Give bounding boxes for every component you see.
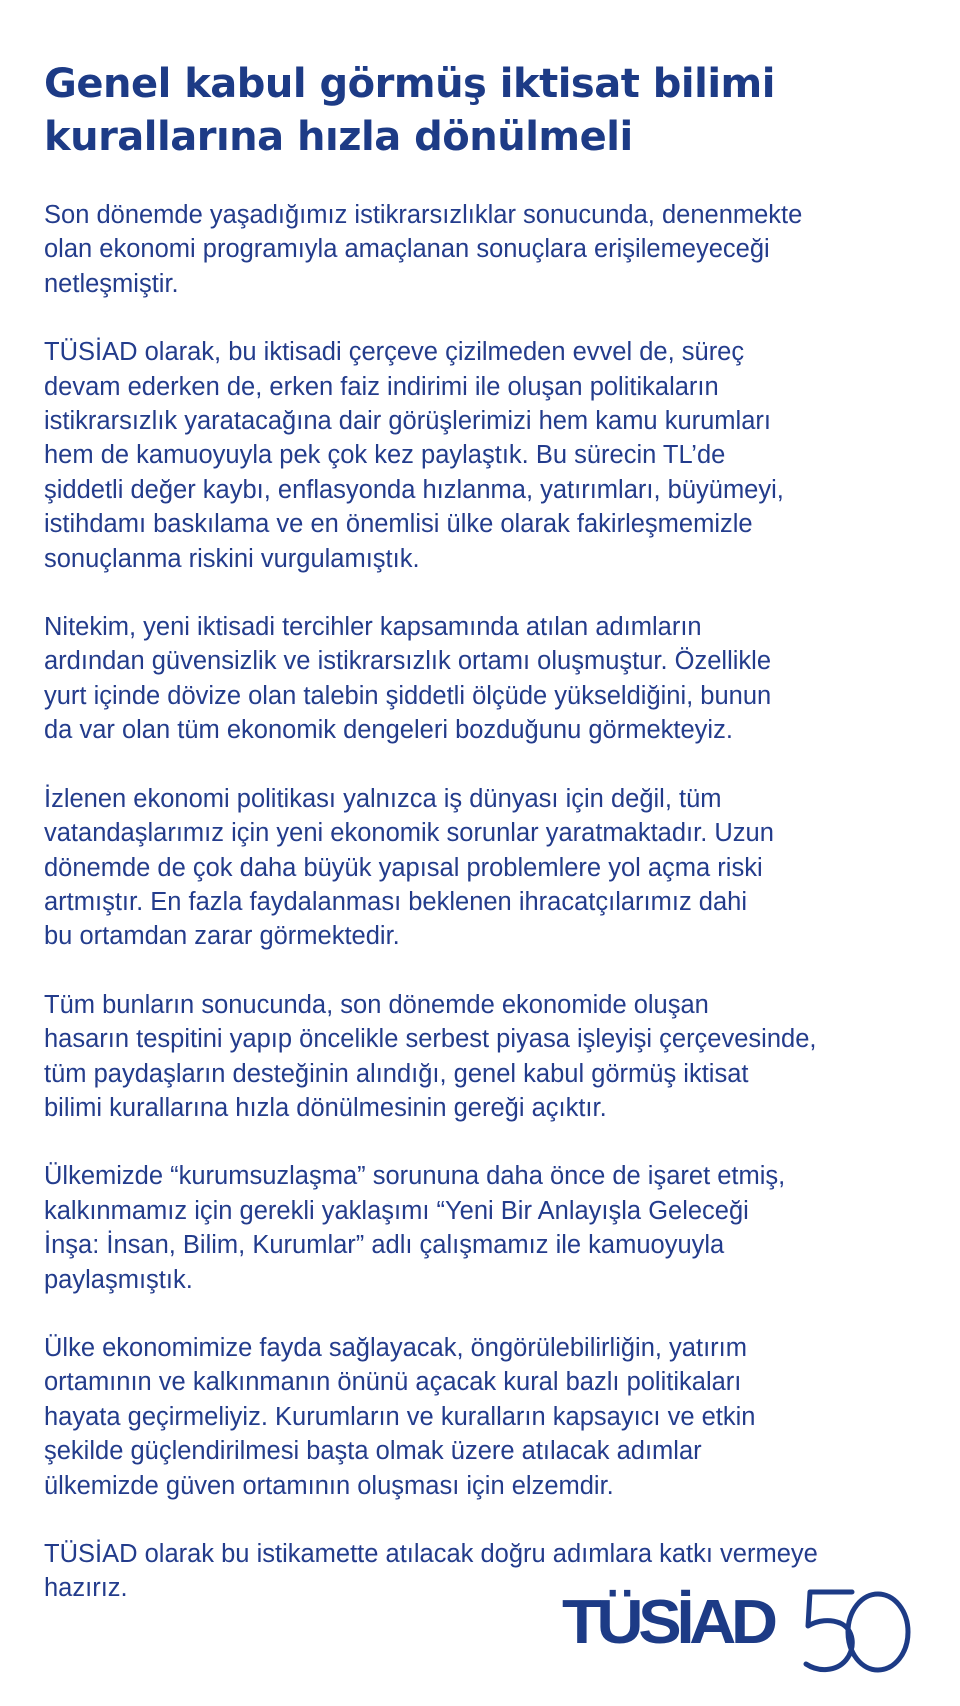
paragraph-line: kalkınmamız için gerekli yaklaşımı “Yeni Bir Anlayışla Geleceği bbox=[44, 1196, 749, 1225]
paragraph-line: İnşa: İnsan, Bilim, Kurumlar” adlı çalışmamız ile kamuoyuyla bbox=[44, 1231, 725, 1260]
paragraph-line: hayata geçirmeliyiz. Kurumların ve kuralların kapsayıcı ve etkin bbox=[44, 1402, 756, 1431]
paragraph-line: bilimi kurallarına hızla dönülmesinin gereği açıktır. bbox=[44, 1093, 607, 1122]
paragraph-line: şekilde güçlendirilmesi başta olmak üzere atılacak adımlar bbox=[44, 1437, 702, 1466]
paragraph-line: hazırız. bbox=[44, 1574, 128, 1603]
paragraph bbox=[44, 335, 934, 576]
paragraph-line: artmıştır. En fazla faydalanması beklenen ihracatçılarımız dahi bbox=[44, 887, 747, 916]
paragraph-line: Tüm bunların sonucunda, son dönemde ekonomide oluşan bbox=[44, 990, 709, 1019]
paragraph-line: şiddetli değer kaybı, enflasyonda hızlanma, yatırımları, büyümeyi, bbox=[44, 475, 784, 504]
paragraph bbox=[44, 782, 934, 954]
paragraph-line: Nitekim, yeni iktisadi tercihler kapsamında atılan adımların bbox=[44, 613, 702, 642]
paragraph-line: TÜSİAD olarak, bu iktisadi çerçeve çizilmeden evvel de, süreç bbox=[44, 338, 745, 367]
paragraph-line: yurt içinde dövize olan talebin şiddetli ölçüde yükseldiğini, bunun bbox=[44, 681, 772, 710]
paragraph bbox=[44, 1331, 934, 1503]
logo-wordmark: TÜSİAD bbox=[562, 1588, 773, 1657]
paragraph-line: hem de kamuoyuyla pek çok kez paylaştık. Bu sürecin TL’de bbox=[44, 441, 726, 470]
paragraph-line: devam ederken de, erken faiz indirimi ile oluşan politikaların bbox=[44, 372, 719, 401]
paragraph-line: istikrarsızlık yaratacağına dair görüşlerimizi hem kamu kurumları bbox=[44, 407, 771, 436]
paragraph-line: hasarın tespitini yapıp öncelikle serbest piyasa işleyişi çerçevesinde, bbox=[44, 1025, 817, 1054]
paragraph-line: netleşmiştir. bbox=[44, 269, 179, 298]
title-line: Genel kabul görmüş iktisat bilimi bbox=[44, 61, 775, 107]
statement-title bbox=[44, 58, 924, 164]
paragraph-line: paylaşmıştık. bbox=[44, 1265, 193, 1294]
paragraph-line: istihdamı baskılama ve en önemlisi ülke olarak fakirleşmemizle bbox=[44, 510, 753, 539]
paragraph bbox=[44, 198, 934, 301]
paragraph bbox=[44, 1159, 934, 1297]
paragraph-line: olan ekonomi programıyla amaçlanan sonuçlara erişilemeyeceği bbox=[44, 235, 770, 264]
paragraph bbox=[44, 988, 934, 1126]
paragraph-line: vatandaşlarımız için yeni ekonomik sorunlar yaratmaktadır. Uzun bbox=[44, 819, 774, 848]
statement-body bbox=[44, 198, 934, 1640]
paragraph bbox=[44, 610, 934, 748]
paragraph-line: ortamının ve kalkınmanın önünü açacak kural bazlı politikaları bbox=[44, 1368, 742, 1397]
paragraph-line: tüm paydaşların desteğinin alındığı, genel kabul görmüş iktisat bbox=[44, 1059, 749, 1088]
paragraph-line: dönemde de çok daha büyük yapısal problemlere yol açma riski bbox=[44, 853, 763, 882]
paragraph-line: TÜSİAD olarak bu istikamette atılacak doğru adımlara katkı vermeye bbox=[44, 1540, 818, 1568]
paragraph-line: İzlenen ekonomi politikası yalnızca iş dünyası için değil, tüm bbox=[44, 784, 722, 813]
paragraph-line: bu ortamdan zarar görmektedir. bbox=[44, 922, 400, 951]
paragraph-line: Ülke ekonomimize fayda sağlayacak, öngörülebilirliğin, yatırım bbox=[44, 1333, 747, 1362]
paragraph-line: da var olan tüm ekonomik dengeleri bozduğunu görmekteyiz. bbox=[44, 716, 733, 745]
title-line: kurallarına hızla dönülmeli bbox=[44, 114, 633, 160]
paragraph-line: ardından güvensizlik ve istikrarsızlık ortamı oluşmuştur. Özellikle bbox=[44, 647, 772, 676]
paragraph-line: Son dönemde yaşadığımız istikrarsızlıklar sonucunda, denenmekte bbox=[44, 201, 803, 229]
tusiad-50-logo bbox=[562, 1586, 914, 1676]
paragraph-line: sonuçlanma riskini vurgulamıştık. bbox=[44, 544, 420, 573]
paragraph-line: Ülkemizde “kurumsuzlaşma” sorununa daha önce de işaret etmiş, bbox=[44, 1162, 786, 1191]
anniversary-50-mark bbox=[790, 1586, 914, 1676]
paragraph-line: ülkemizde güven ortamının oluşması için elzemdir. bbox=[44, 1471, 614, 1500]
